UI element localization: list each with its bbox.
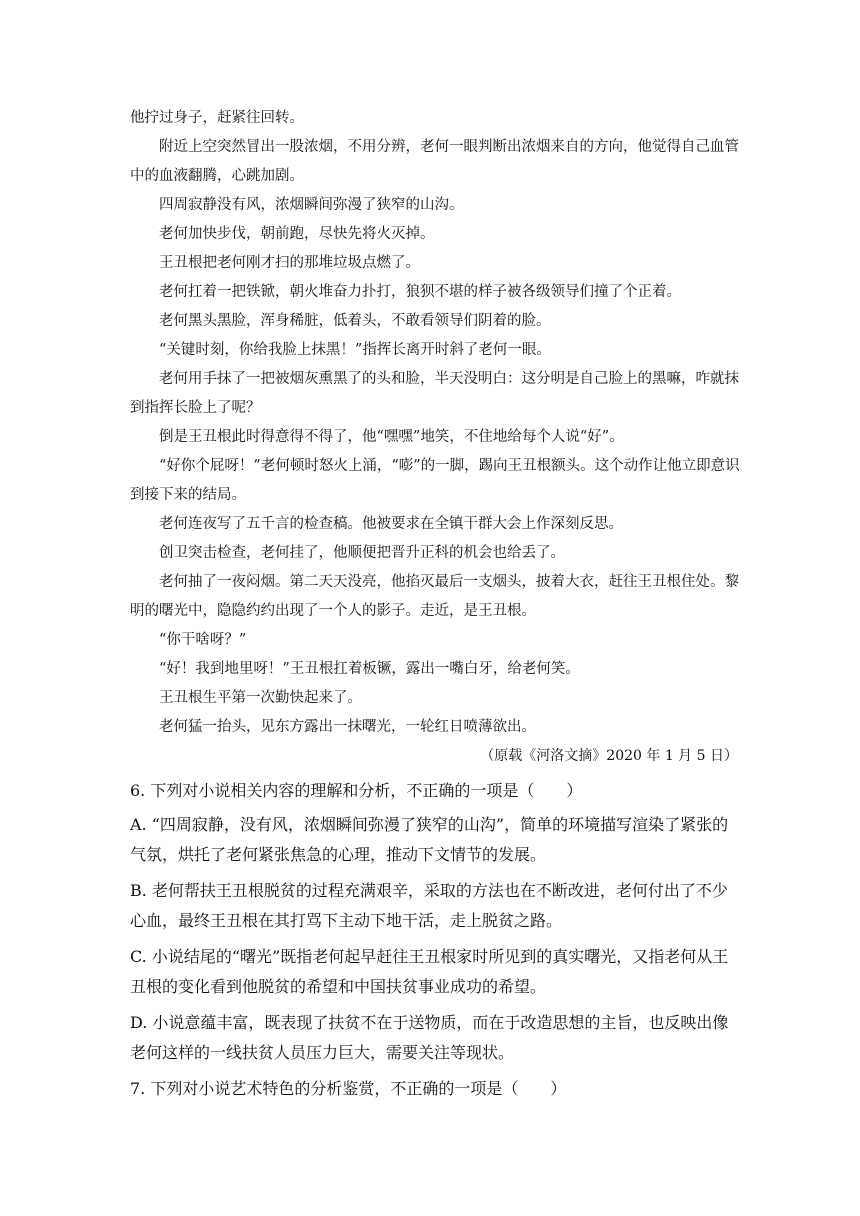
story-paragraph: 老何用手抹了一把被烟灰熏黑了的头和脸，半天没明白：这分明是自己脸上的黑嘛，咋就抹到指挥长脸上了呢？ <box>130 371 739 416</box>
story-excerpt <box>130 104 740 771</box>
story-paragraph: 王丑根生平第一次勤快起来了。 <box>159 690 362 706</box>
story-paragraph: 创卫突击检查，老何挂了，他顺便把晋升正科的机会也给丢了。 <box>159 545 565 561</box>
story-paragraph: 老何扛着一把铁锨，朝火堆奋力扑打，狼狈不堪的样子被各级领导们撞了个正着。 <box>159 284 681 300</box>
question-6-option-a: A. “四周寂静，没有风，浓烟瞬间弥漫了狭窄的山沟”，简单的环境描写渲染了紧张的气氛，烘托了老何紧张焦急的心理，推动下文情节的发展。 <box>130 815 729 864</box>
story-paragraph: 四周寂静没有风，浓烟瞬间弥漫了狭窄的山沟。 <box>159 197 464 213</box>
story-paragraph: “你干啥呀？” <box>159 632 247 648</box>
story-paragraph: “好你个屁呀！”老何顿时怒火上涌，“嘭”的一脚，踢向王丑根额头。这个动作让他立即意识到接下来的结局。 <box>130 458 740 503</box>
story-paragraph: “关键时刻，你给我脸上抹黑！”指挥长离开时斜了老何一眼。 <box>159 342 551 358</box>
question-6-option-d: D. 小说意蕴丰富，既表现了扶贫不在于送物质，而在于改造思想的主旨，也反映出像老何这样的一线扶贫人员压力巨大，需要关注等现状。 <box>130 1013 729 1062</box>
story-paragraph: 老何猛一抬头，见东方露出一抹曙光，一轮红日喷薄欲出。 <box>159 719 536 735</box>
story-source: （原载《河洛文摘》2020 年 1 月 5 日） <box>480 748 738 764</box>
question-section <box>130 776 730 1108</box>
story-paragraph: 老何黑头黑脸，浑身稀脏，低着头，不敢看领导们阴着的脸。 <box>159 313 551 329</box>
story-paragraph: 王丑根把老何刚才扫的那堆垃圾点燃了。 <box>159 255 420 271</box>
story-paragraph: 老何连夜写了五千言的检查稿。他被要求在全镇干群大会上作深刻反思。 <box>159 516 623 532</box>
story-paragraph: 老何抽了一夜闷烟。第二天天没亮，他掐灭最后一支烟头，披着大衣，赶往王丑根住处。黎明的曙光中，隐隐约约出现了一个人的影子。走近，是王丑根。 <box>130 574 739 619</box>
story-paragraph: “好！我到地里呀！”王丑根扛着板镢，露出一嘴白牙，给老何笑。 <box>159 661 580 677</box>
question-6-option-c: C. 小说结尾的“曙光”既指老何起早赶往王丑根家时所见到的真实曙光，又指老何从王丑根的变化看到他脱贫的希望和中国扶贫事业成功的希望。 <box>130 947 729 996</box>
story-paragraph: 倒是王丑根此时得意得不得了，他“嘿嘿”地笑，不住地给每个人说“好”。 <box>159 429 624 445</box>
question-7-stem: 7. 下列对小说艺术特色的分析鉴赏，不正确的一项是（ ） <box>130 1079 567 1098</box>
question-6-option-b: B. 老何帮扶王丑根脱贫的过程充满艰辛，采取的方法也在不断改进，老何付出了不少心血，最终王丑根在其打骂下主动下地干活，走上脱贫之路。 <box>130 881 728 930</box>
story-paragraph: 他拧过身子，赶紧往回转。 <box>130 110 304 126</box>
story-paragraph: 老何加快步伐，朝前跑，尽快先将火灭掉。 <box>159 226 435 242</box>
question-6-stem: 6. 下列对小说相关内容的理解和分析，不正确的一项是（ ） <box>130 781 583 800</box>
story-paragraph: 附近上空突然冒出一股浓烟，不用分辨，老何一眼判断出浓烟来自的方向，他觉得自己血管中的血液翻腾，心跳加剧。 <box>130 139 739 184</box>
